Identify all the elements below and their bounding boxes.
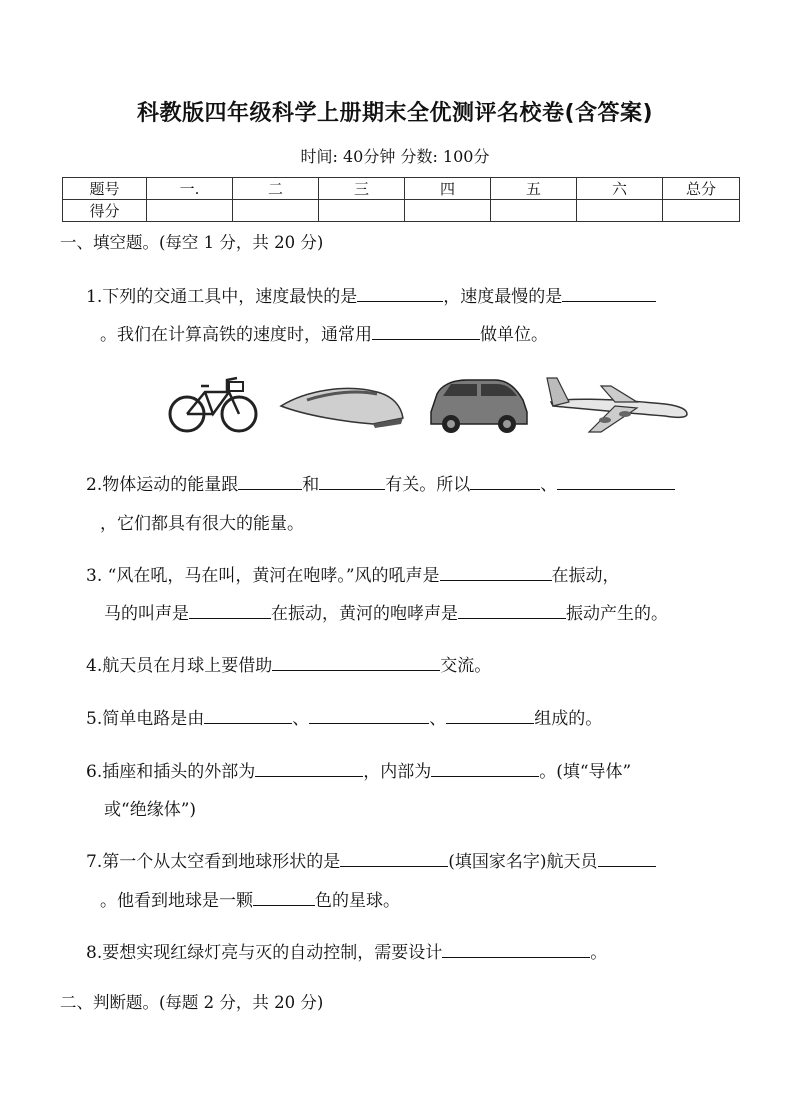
- airplane-icon: [545, 372, 691, 434]
- question-3-line-2: 马的叫声是 在振动，黄河的咆哮声是 振动产生的。: [104, 599, 668, 624]
- score-header-cell: 题号: [63, 178, 147, 200]
- score-header-cell: 三: [319, 178, 405, 200]
- score-row-label: 得分: [63, 200, 147, 222]
- score-cell: [319, 200, 405, 222]
- score-cell: [233, 200, 319, 222]
- score-table-header-row: [63, 178, 740, 200]
- answer-blank[interactable]: [309, 705, 429, 724]
- answer-blank[interactable]: [598, 848, 656, 867]
- answer-blank[interactable]: [372, 321, 480, 340]
- score-cell: [405, 200, 491, 222]
- question-1-line-2: 。我们在计算高铁的速度时，通常用 做单位。: [100, 320, 548, 345]
- score-cell: [147, 200, 233, 222]
- answer-blank[interactable]: [238, 471, 302, 490]
- score-cell: [491, 200, 577, 222]
- car-icon: [427, 372, 531, 434]
- score-cell: [663, 200, 740, 222]
- answer-blank[interactable]: [357, 283, 443, 302]
- bicycle-icon: [167, 372, 259, 434]
- question-2-line-1: 2.物体运动的能量跟 和 有关。所以 、: [86, 470, 675, 495]
- score-cell: [577, 200, 663, 222]
- answer-blank[interactable]: [319, 471, 385, 490]
- answer-blank[interactable]: [253, 887, 315, 906]
- question-1-line-1: 1.下列的交通工具中，速度最快的是 ，速度最慢的是: [86, 282, 656, 307]
- score-header-cell: 六: [577, 178, 663, 200]
- question-4: 4.航天员在月球上要借助 交流。: [86, 651, 491, 676]
- exam-info: 时间: 40分钟 分数: 100分: [300, 147, 490, 166]
- answer-blank[interactable]: [204, 705, 292, 724]
- score-header-cell: 总分: [663, 178, 740, 200]
- question-7-line-2: 。他看到地球是一颗 色的星球。: [100, 886, 400, 911]
- answer-blank[interactable]: [470, 471, 540, 490]
- score-header-cell: 一.: [147, 178, 233, 200]
- question-8: 8.要想实现红绿灯亮与灭的自动控制，需要设计 。: [86, 938, 607, 963]
- answer-blank[interactable]: [431, 758, 539, 777]
- score-table: [62, 177, 740, 222]
- answer-blank[interactable]: [442, 939, 590, 958]
- answer-blank[interactable]: [458, 600, 566, 619]
- answer-blank[interactable]: [446, 705, 534, 724]
- answer-blank[interactable]: [340, 848, 448, 867]
- section-1-heading: 一、填空题。(每空 1 分，共 20 分): [60, 233, 324, 252]
- answer-blank[interactable]: [189, 600, 271, 619]
- score-table-score-row: [63, 200, 740, 222]
- page-title: 科教版四年级科学上册期末全优测评名校卷(含答案): [136, 101, 654, 126]
- question-6-line-2: 或“绝缘体”): [104, 800, 197, 820]
- score-header-cell: 五: [491, 178, 577, 200]
- question-3-line-1: 3. “风在吼，马在叫，黄河在咆哮。”风的吼声是 在振动，: [86, 561, 620, 586]
- section-2-heading: 二、判断题。(每题 2 分，共 20 分): [60, 993, 324, 1012]
- question-2-line-2: ，它们都具有很大的能量。: [100, 514, 304, 534]
- answer-blank[interactable]: [440, 562, 552, 581]
- answer-blank[interactable]: [557, 471, 675, 490]
- question-6-line-1: 6.插座和插头的外部为 ，内部为 。(填“导体”: [86, 757, 631, 782]
- vehicle-images: [165, 372, 695, 436]
- score-header-cell: 四: [405, 178, 491, 200]
- question-5: 5.简单电路是由 、 、 组成的。: [86, 704, 602, 729]
- answer-blank[interactable]: [272, 652, 440, 671]
- high-speed-train-icon: [277, 372, 405, 434]
- answer-blank[interactable]: [562, 283, 656, 302]
- question-7-line-1: 7.第一个从太空看到地球形状的是 (填国家名字)航天员: [86, 847, 656, 872]
- answer-blank[interactable]: [255, 758, 363, 777]
- score-header-cell: 二: [233, 178, 319, 200]
